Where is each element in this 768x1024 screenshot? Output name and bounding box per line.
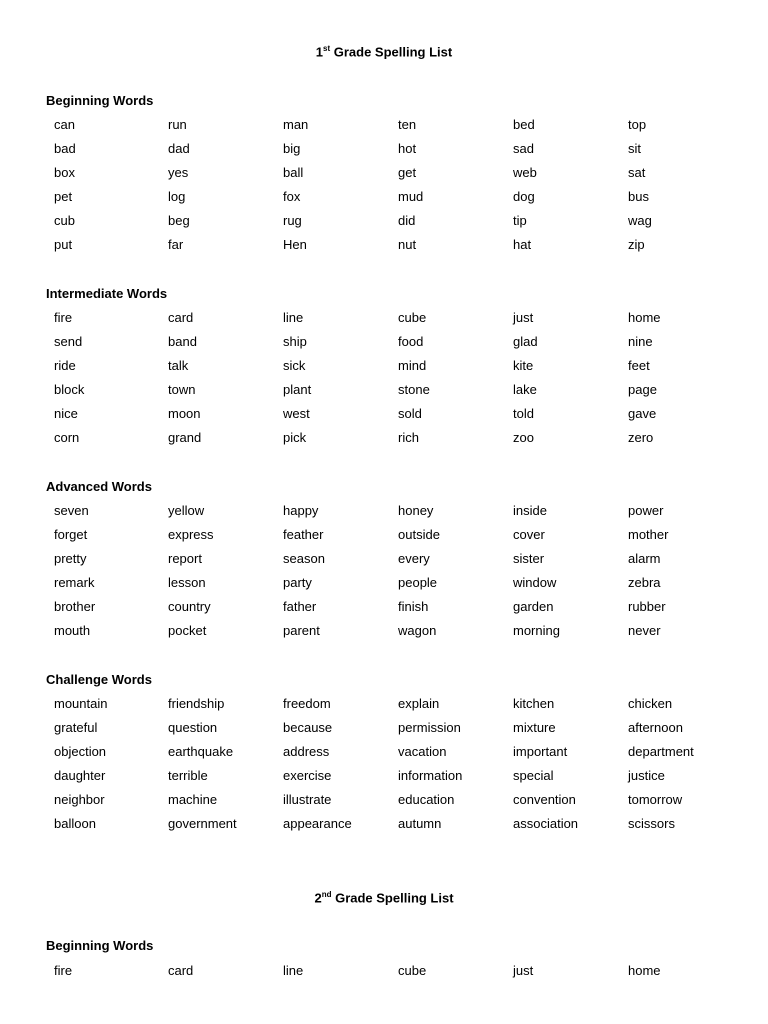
word: grateful <box>54 720 98 735</box>
word: nut <box>398 237 417 252</box>
word: can <box>54 117 75 132</box>
word: get <box>398 165 417 180</box>
word: feather <box>283 527 324 542</box>
word: zoo <box>513 430 534 445</box>
word: wag <box>628 213 652 228</box>
word: balloon <box>54 816 96 831</box>
word: west <box>283 406 310 421</box>
word: mother <box>628 527 669 542</box>
word: report <box>168 551 202 566</box>
word: mouth <box>54 623 91 638</box>
word: line <box>283 310 304 325</box>
word: man <box>283 117 309 132</box>
word: fire <box>54 963 73 978</box>
word: window <box>513 575 557 590</box>
word: morning <box>513 623 560 638</box>
word: moon <box>168 406 201 421</box>
word: run <box>168 117 187 132</box>
word: permission <box>398 720 461 735</box>
word: ride <box>54 358 76 373</box>
word: line <box>283 963 304 978</box>
word: pocket <box>168 623 207 638</box>
word: bed <box>513 117 535 132</box>
word: zip <box>628 237 645 252</box>
word: home <box>628 310 661 325</box>
word: lake <box>513 382 537 397</box>
word: vacation <box>398 744 447 759</box>
word: card <box>168 963 194 978</box>
word: mixture <box>513 720 556 735</box>
word: rich <box>398 430 419 445</box>
word: gave <box>628 406 657 421</box>
word: told <box>513 406 534 421</box>
word: happy <box>283 503 319 518</box>
word: sick <box>283 358 306 373</box>
word: tip <box>513 213 527 228</box>
word: hat <box>513 237 532 252</box>
word: food <box>398 334 424 349</box>
word: home <box>628 963 661 978</box>
section-heading: Advanced Words <box>46 479 152 494</box>
word: top <box>628 117 647 132</box>
word: dad <box>168 141 190 156</box>
word: remark <box>54 575 95 590</box>
word: yes <box>168 165 189 180</box>
word: wagon <box>398 623 437 638</box>
word: town <box>168 382 196 397</box>
word: dog <box>513 189 535 204</box>
word: special <box>513 768 554 783</box>
word: sad <box>513 141 534 156</box>
word: brother <box>54 599 96 614</box>
word: grand <box>168 430 202 445</box>
word: just <box>513 963 534 978</box>
word: appearance <box>283 816 352 831</box>
word: did <box>398 213 416 228</box>
word: forget <box>54 527 88 542</box>
page-title: 1st Grade Spelling List <box>315 44 453 60</box>
word: Hen <box>283 237 307 252</box>
word: information <box>398 768 463 783</box>
word: garden <box>513 599 554 614</box>
word: party <box>283 575 312 590</box>
word: web <box>513 165 537 180</box>
word: freedom <box>283 696 331 711</box>
word: pick <box>283 430 307 445</box>
word: ten <box>398 117 417 132</box>
word: cube <box>398 963 427 978</box>
word: friendship <box>168 696 225 711</box>
word: rug <box>283 213 302 228</box>
word: lesson <box>168 575 206 590</box>
word: fire <box>54 310 73 325</box>
word: inside <box>513 503 547 518</box>
word: chicken <box>628 696 673 711</box>
word: talk <box>168 358 189 373</box>
word: sister <box>513 551 545 566</box>
word: scissors <box>628 816 675 831</box>
word: stone <box>398 382 430 397</box>
word: education <box>398 792 455 807</box>
word: cube <box>398 310 427 325</box>
section-heading: Beginning Words <box>46 938 154 953</box>
word: department <box>628 744 694 759</box>
word: pet <box>54 189 73 204</box>
word: big <box>283 141 301 156</box>
word: page <box>628 382 657 397</box>
word: power <box>628 503 664 518</box>
word: season <box>283 551 325 566</box>
word: machine <box>168 792 218 807</box>
word: put <box>54 237 73 252</box>
word: nice <box>54 406 78 421</box>
word: alarm <box>628 551 661 566</box>
word: because <box>283 720 333 735</box>
word: nine <box>628 334 653 349</box>
word: seven <box>54 503 89 518</box>
word: beg <box>168 213 190 228</box>
word: tomorrow <box>628 792 683 807</box>
word: glad <box>513 334 538 349</box>
word: fox <box>283 189 301 204</box>
word: justice <box>628 768 665 783</box>
word: cover <box>513 527 545 542</box>
word: sit <box>628 141 641 156</box>
word: corn <box>54 430 80 445</box>
word: log <box>168 189 186 204</box>
word: association <box>513 816 579 831</box>
word: daughter <box>54 768 106 783</box>
word: every <box>398 551 430 566</box>
word: honey <box>398 503 434 518</box>
word: express <box>168 527 214 542</box>
word: parent <box>283 623 320 638</box>
word: autumn <box>398 816 442 831</box>
word: neighbor <box>54 792 105 807</box>
word: kitchen <box>513 696 555 711</box>
word: pretty <box>54 551 87 566</box>
word: important <box>513 744 568 759</box>
word: far <box>168 237 184 252</box>
word: kite <box>513 358 534 373</box>
word: box <box>54 165 75 180</box>
word: mud <box>398 189 424 204</box>
word: block <box>54 382 85 397</box>
word: father <box>283 599 317 614</box>
word: ship <box>283 334 307 349</box>
word: people <box>398 575 438 590</box>
word: terrible <box>168 768 208 783</box>
word: sat <box>628 165 646 180</box>
word: mountain <box>54 696 108 711</box>
word: just <box>513 310 534 325</box>
section-heading: Beginning Words <box>46 93 154 108</box>
word: country <box>168 599 211 614</box>
section-heading: Intermediate Words <box>46 286 168 301</box>
word: plant <box>283 382 312 397</box>
word: afternoon <box>628 720 683 735</box>
word: outside <box>398 527 440 542</box>
word: bad <box>54 141 76 156</box>
word: earthquake <box>168 744 234 759</box>
word: rubber <box>628 599 666 614</box>
word: feet <box>628 358 650 373</box>
word: question <box>168 720 218 735</box>
word: bus <box>628 189 649 204</box>
word: address <box>283 744 330 759</box>
word: explain <box>398 696 440 711</box>
word: exercise <box>283 768 332 783</box>
word: card <box>168 310 194 325</box>
word: send <box>54 334 83 349</box>
word: hot <box>398 141 417 156</box>
word: finish <box>398 599 429 614</box>
section-heading: Challenge Words <box>46 672 152 687</box>
word: ball <box>283 165 304 180</box>
word: yellow <box>168 503 205 518</box>
word: zebra <box>628 575 661 590</box>
word: illustrate <box>283 792 332 807</box>
word: never <box>628 623 661 638</box>
word: band <box>168 334 197 349</box>
word: zero <box>628 430 654 445</box>
word: convention <box>513 792 576 807</box>
word: government <box>168 816 237 831</box>
word: sold <box>398 406 422 421</box>
word: objection <box>54 744 107 759</box>
page-title: 2nd Grade Spelling List <box>314 890 454 906</box>
word: mind <box>398 358 427 373</box>
word: cub <box>54 213 75 228</box>
